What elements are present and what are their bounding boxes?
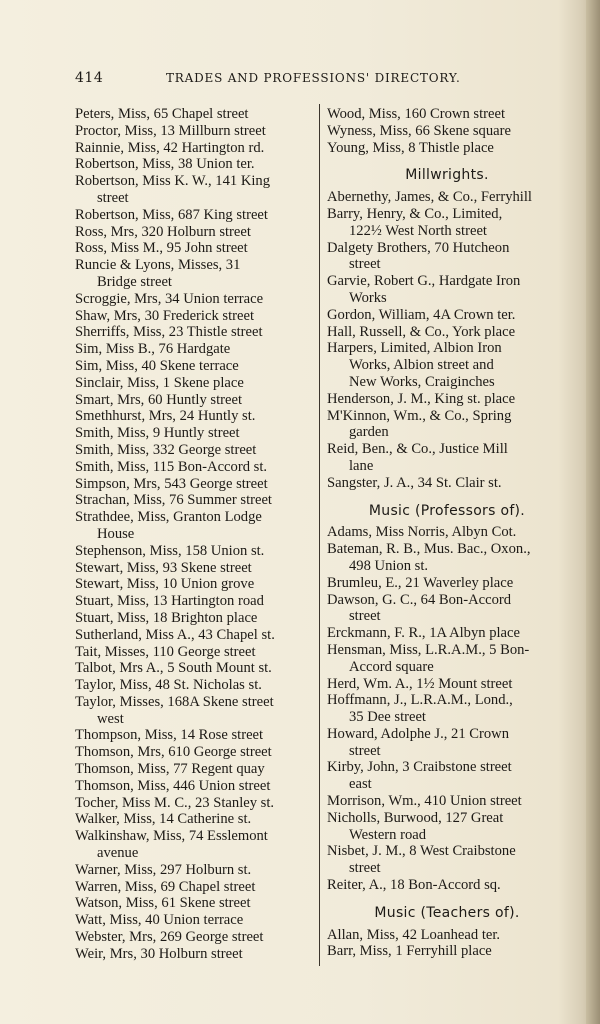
directory-entry: [75, 257, 315, 291]
entry-line: Rainnie, Miss, 42 Hartington rd.: [75, 139, 265, 156]
entry-line: Garvie, Robert G., Hardgate Iron: [327, 273, 521, 290]
directory-entry: [75, 895, 315, 912]
right-column: [327, 106, 567, 960]
directory-entry: [327, 273, 567, 307]
directory-entry: [75, 207, 315, 224]
entry-line: Sinclair, Miss, 1 Skene place: [75, 374, 244, 391]
entry-continuation-line: west: [97, 710, 124, 727]
directory-entry: [75, 912, 315, 929]
directory-entry: [327, 810, 567, 844]
directory-entry: [75, 123, 315, 140]
entry-line: Hoffmann, J., L.R.A.M., Lond.,: [327, 692, 513, 709]
directory-entry: [75, 324, 315, 341]
entry-line: Dalgety Brothers, 70 Hutcheon: [327, 239, 510, 256]
entry-continuation-line: Bridge street: [97, 273, 172, 290]
directory-entry: [75, 106, 315, 123]
entry-line: Hall, Russell, & Co., York place: [327, 323, 516, 340]
entry-line: Sim, Miss, 40 Skene terrace: [75, 357, 239, 374]
entry-line: Thomson, Mrs, 610 George street: [75, 744, 272, 761]
directory-entry: [327, 793, 567, 810]
entry-line: Warner, Miss, 297 Holburn st.: [75, 861, 252, 878]
entry-line: Runcie & Lyons, Misses, 31: [75, 257, 241, 274]
entry-continuation-line: east: [349, 776, 372, 793]
entry-continuation-line: New Works, Craiginches: [349, 373, 495, 390]
directory-entry: [75, 727, 315, 744]
entry-line: Smart, Mrs, 60 Huntly street: [75, 391, 243, 408]
entry-line: Stuart, Miss, 18 Brighton place: [75, 609, 258, 626]
entry-line: Taylor, Misses, 168A Skene street: [75, 693, 274, 710]
entry-line: Thompson, Miss, 14 Rose street: [75, 727, 264, 744]
entry-line: Simpson, Mrs, 543 George street: [75, 475, 268, 492]
entry-line: Robertson, Miss, 687 King street: [75, 206, 268, 223]
directory-entry: [75, 627, 315, 644]
entry-line: Ross, Miss M., 95 John street: [75, 240, 248, 257]
section-heading: Music (Professors of).: [368, 502, 526, 519]
directory-entry: [75, 862, 315, 879]
entry-continuation-line: garden: [349, 424, 389, 441]
page-header: [70, 70, 480, 90]
section-heading: Millwrights.: [405, 167, 489, 184]
directory-entry: [75, 778, 315, 795]
entry-line: Shaw, Mrs, 30 Frederick street: [75, 307, 255, 324]
directory-entry: [327, 642, 567, 676]
entry-line: Adams, Miss Norris, Albyn Cot.: [327, 524, 517, 541]
directory-entry: [327, 575, 567, 592]
directory-entry: [75, 240, 315, 257]
directory-entry: [75, 492, 315, 509]
directory-entry: [327, 307, 567, 324]
entry-continuation-line: 35 Dee street: [349, 709, 426, 726]
entry-line: Brumleu, E., 21 Waverley place: [327, 574, 514, 591]
directory-entry: [75, 946, 315, 963]
entry-line: Reid, Ben., & Co., Justice Mill: [327, 441, 508, 458]
entry-line: Stephenson, Miss, 158 Union st.: [75, 542, 265, 559]
directory-entry: [75, 879, 315, 896]
directory-entry: [75, 408, 315, 425]
entry-line: Strathdee, Miss, Granton Lodge: [75, 509, 262, 526]
directory-entry: [327, 759, 567, 793]
directory-entry: [75, 543, 315, 560]
entry-line: Erckmann, F. R., 1A Albyn place: [327, 625, 520, 642]
entry-line: Robertson, Miss, 38 Union ter.: [75, 156, 255, 173]
entry-line: Peters, Miss, 65 Chapel street: [75, 106, 249, 122]
entry-continuation-line: Works, Albion street and: [349, 357, 494, 374]
entry-line: Harpers, Limited, Albion Iron: [327, 340, 502, 357]
entry-continuation-line: Western road: [349, 826, 427, 843]
entry-line: Webster, Mrs, 269 George street: [75, 929, 264, 946]
entry-line: Barr, Miss, 1 Ferryhill place: [327, 943, 492, 960]
entry-continuation-line: House: [97, 525, 135, 542]
entry-line: Herd, Wm. A., 1½ Mount street: [327, 675, 513, 692]
entry-continuation-line: street: [349, 256, 381, 273]
directory-entry: [327, 391, 567, 408]
directory-entry: [327, 541, 567, 575]
entry-continuation-line: street: [97, 189, 129, 206]
directory-entry: [75, 442, 315, 459]
entry-line: Sutherland, Miss A., 43 Chapel st.: [75, 626, 275, 643]
directory-entry: [75, 644, 315, 661]
entry-line: Allan, Miss, 42 Loanhead ter.: [327, 926, 501, 943]
directory-entry: [75, 425, 315, 442]
entry-line: Smith, Miss, 332 George street: [75, 441, 257, 458]
entry-line: Sherriffs, Miss, 23 Thistle street: [75, 324, 263, 341]
directory-entry: [327, 475, 567, 492]
entry-line: Talbot, Mrs A., 5 South Mount st.: [75, 660, 272, 677]
entry-line: Tocher, Miss M. C., 23 Stanley st.: [75, 794, 275, 811]
entry-line: Scroggie, Mrs, 34 Union terrace: [75, 290, 264, 307]
entry-line: Thomson, Miss, 446 Union street: [75, 777, 271, 794]
directory-entry: [327, 692, 567, 726]
entry-continuation-line: Accord square: [349, 658, 434, 675]
directory-entry: [75, 660, 315, 677]
entry-line: Smith, Miss, 9 Huntly street: [75, 425, 240, 442]
entry-line: Gordon, William, 4A Crown ter.: [327, 306, 516, 323]
entry-line: Robertson, Miss K. W., 141 King: [75, 173, 271, 190]
directory-entry: [75, 610, 315, 627]
entry-line: Dawson, G. C., 64 Bon-Accord: [327, 591, 512, 608]
entry-line: Nisbet, J. M., 8 West Craibstone: [327, 843, 516, 860]
directory-entry: [327, 843, 567, 877]
page-binding-edge: [586, 0, 600, 1024]
entry-line: Strachan, Miss, 76 Summer street: [75, 492, 272, 509]
directory-entry: [75, 156, 315, 173]
entry-continuation-line: street: [349, 742, 381, 759]
directory-entry: [327, 592, 567, 626]
entry-line: Tait, Misses, 110 George street: [75, 643, 256, 660]
directory-entry: [75, 744, 315, 761]
entry-continuation-line: 122½ West North street: [349, 222, 487, 239]
entry-line: Sangster, J. A., 34 St. Clair st.: [327, 474, 502, 491]
entry-line: Stewart, Miss, 93 Skene street: [75, 559, 252, 576]
directory-entry: [327, 324, 567, 341]
directory-entry: [75, 224, 315, 241]
entry-line: Abernethy, James, & Co., Ferryhill: [327, 189, 532, 206]
entry-line: Bateman, R. B., Mus. Bac., Oxon.,: [327, 541, 531, 558]
entry-line: Weir, Mrs, 30 Holburn street: [75, 945, 243, 962]
directory-entry: [75, 761, 315, 778]
directory-entry: [75, 593, 315, 610]
left-column: [75, 106, 315, 963]
directory-entry: [75, 677, 315, 694]
directory-entry: [75, 358, 315, 375]
entry-continuation-line: street: [349, 860, 381, 877]
entry-line: Morrison, Wm., 410 Union street: [327, 793, 522, 810]
entry-line: Watt, Miss, 40 Union terrace: [75, 912, 244, 929]
entry-line: Stewart, Miss, 10 Union grove: [75, 576, 255, 593]
directory-entry: [75, 929, 315, 946]
directory-entry: [75, 392, 315, 409]
directory-entry: [327, 240, 567, 274]
page-number: 414: [75, 70, 104, 86]
section-heading: Music (Teachers of).: [374, 904, 520, 921]
directory-entry: [327, 123, 567, 140]
entry-line: Smethhurst, Mrs, 24 Huntly st.: [75, 408, 256, 425]
entry-line: Barry, Henry, & Co., Limited,: [327, 205, 503, 222]
directory-entry: [75, 828, 315, 862]
directory-entry: [327, 927, 567, 944]
directory-entry: [75, 576, 315, 593]
running-title: TRADES AND PROFESSIONS' DIRECTORY.: [166, 71, 461, 85]
directory-entry: [75, 341, 315, 358]
column-divider: [319, 104, 320, 966]
directory-entry: [75, 173, 315, 207]
entry-line: M'Kinnon, Wm., & Co., Spring: [327, 407, 512, 424]
directory-entry: [327, 441, 567, 475]
entry-line: Ross, Mrs, 320 Holburn street: [75, 223, 251, 240]
directory-entry: [327, 140, 567, 157]
directory-entry: [327, 524, 567, 541]
entry-line: Wood, Miss, 160 Crown street: [327, 106, 505, 122]
entry-line: Taylor, Miss, 48 St. Nicholas st.: [75, 677, 262, 694]
directory-entry: [327, 206, 567, 240]
entry-line: Reiter, A., 18 Bon-Accord sq.: [327, 877, 501, 894]
entry-line: Howard, Adolphe J., 21 Crown: [327, 725, 510, 742]
entry-line: Young, Miss, 8 Thistle place: [327, 139, 494, 156]
directory-entry: [75, 811, 315, 828]
entry-line: Stuart, Miss, 13 Hartington road: [75, 593, 264, 610]
directory-entry: [75, 694, 315, 728]
directory-entry: [75, 560, 315, 577]
entry-continuation-line: Works: [349, 289, 387, 306]
directory-entry: [327, 726, 567, 760]
directory-entry: [327, 877, 567, 894]
entry-line: Hensman, Miss, L.R.A.M., 5 Bon-: [327, 641, 530, 658]
entry-continuation-line: lane: [349, 457, 374, 474]
entry-line: Watson, Miss, 61 Skene street: [75, 895, 251, 912]
directory-entry: [75, 308, 315, 325]
entry-line: Walker, Miss, 14 Catherine st.: [75, 811, 252, 828]
directory-entry: [75, 509, 315, 543]
directory-entry: [75, 140, 315, 157]
entry-continuation-line: street: [349, 608, 381, 625]
entry-line: Warren, Miss, 69 Chapel street: [75, 878, 256, 895]
directory-entry: [327, 625, 567, 642]
directory-entry: [327, 943, 567, 960]
entry-line: Nicholls, Burwood, 127 Great: [327, 809, 504, 826]
entry-line: Walkinshaw, Miss, 74 Esslemont: [75, 828, 268, 845]
directory-entry: [75, 459, 315, 476]
directory-entry: [75, 476, 315, 493]
entry-line: Wyness, Miss, 66 Skene square: [327, 122, 511, 139]
entry-continuation-line: 498 Union st.: [349, 557, 429, 574]
directory-entry: [327, 106, 567, 123]
entry-line: Henderson, J. M., King st. place: [327, 390, 516, 407]
directory-entry: [75, 795, 315, 812]
entry-continuation-line: avenue: [97, 845, 139, 862]
entry-line: Proctor, Miss, 13 Millburn street: [75, 122, 266, 139]
directory-entry: [75, 291, 315, 308]
entry-line: Smith, Miss, 115 Bon-Accord st.: [75, 458, 268, 475]
directory-entry: [327, 340, 567, 390]
directory-entry: [327, 676, 567, 693]
directory-entry: [327, 408, 567, 442]
entry-line: Sim, Miss B., 76 Hardgate: [75, 341, 231, 358]
directory-entry: [327, 189, 567, 206]
entry-line: Thomson, Miss, 77 Regent quay: [75, 761, 265, 778]
directory-entry: [75, 375, 315, 392]
entry-line: Kirby, John, 3 Craibstone street: [327, 759, 512, 776]
